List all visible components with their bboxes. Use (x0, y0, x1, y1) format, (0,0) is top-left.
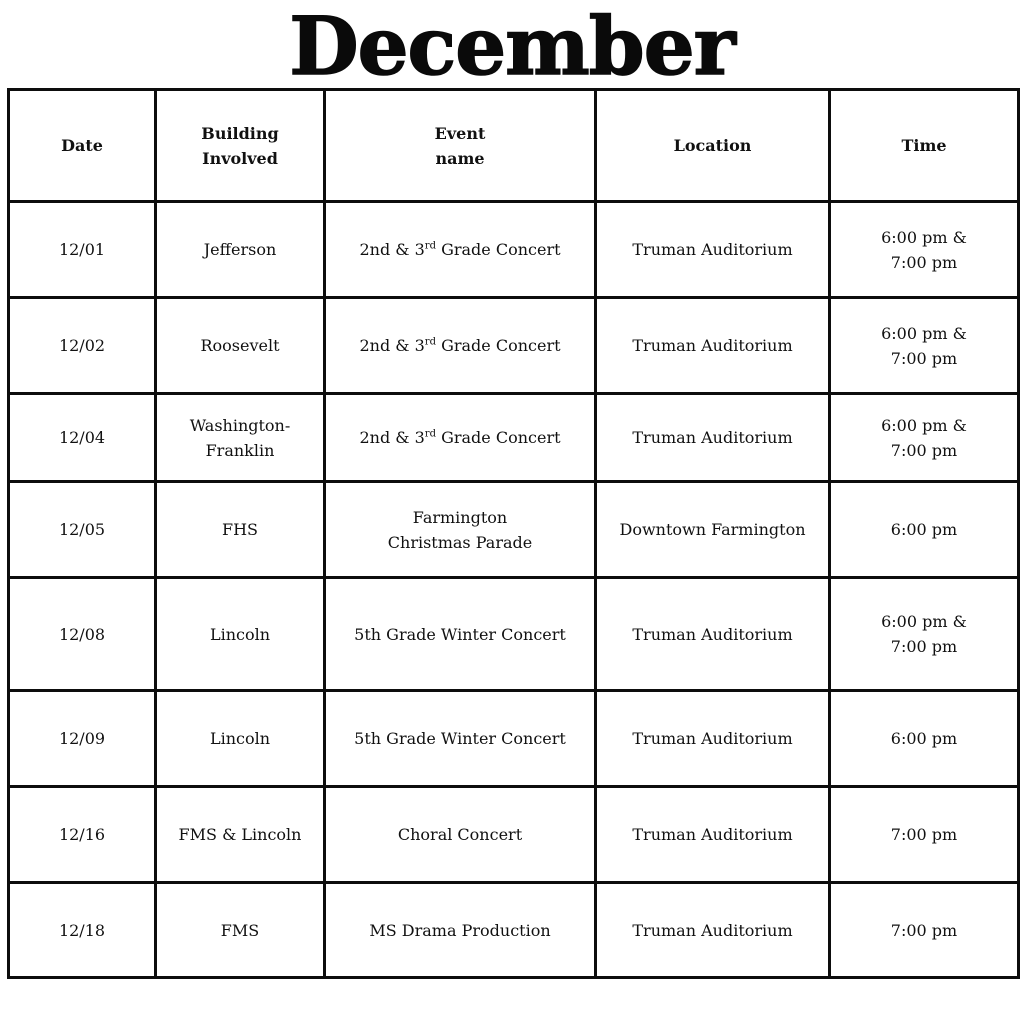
location-cell: Truman Auditorium (596, 787, 830, 883)
page-title: December (289, 0, 735, 93)
date-cell: 12/16 (9, 787, 156, 883)
header-building: Building Involved (156, 90, 325, 202)
event-cell: 5th Grade Winter Concert (325, 691, 596, 787)
date-cell: 12/09 (9, 691, 156, 787)
location-cell: Truman Auditorium (596, 691, 830, 787)
location-cell: Truman Auditorium (596, 394, 830, 482)
time-cell: 6:00 pm & 7:00 pm (830, 202, 1019, 298)
table-row (9, 202, 1019, 298)
table-row (9, 691, 1019, 787)
event-cell: 2nd & 3rd Grade Concert (325, 202, 596, 298)
building-cell: Lincoln (156, 691, 325, 787)
time-cell: 6:00 pm & 7:00 pm (830, 578, 1019, 691)
event-cell: Farmington Christmas Parade (325, 482, 596, 578)
event-cell: 5th Grade Winter Concert (325, 578, 596, 691)
event-cell: Choral Concert (325, 787, 596, 883)
location-cell: Truman Auditorium (596, 298, 830, 394)
header-location: Location (596, 90, 830, 202)
table-row (9, 883, 1019, 978)
building-cell: Washington-Franklin (156, 394, 325, 482)
time-cell: 7:00 pm (830, 883, 1019, 978)
date-cell: 12/18 (9, 883, 156, 978)
time-cell: 6:00 pm (830, 482, 1019, 578)
header-event: Event name (325, 90, 596, 202)
table-row (9, 787, 1019, 883)
date-cell: 12/04 (9, 394, 156, 482)
event-cell: 2nd & 3rd Grade Concert (325, 394, 596, 482)
location-cell: Truman Auditorium (596, 883, 830, 978)
time-cell: 7:00 pm (830, 787, 1019, 883)
date-cell: 12/08 (9, 578, 156, 691)
building-cell: Lincoln (156, 578, 325, 691)
date-cell: 12/02 (9, 298, 156, 394)
event-cell: MS Drama Production (325, 883, 596, 978)
building-cell: Jefferson (156, 202, 325, 298)
building-cell: FMS & Lincoln (156, 787, 325, 883)
header-date: Date (9, 90, 156, 202)
table-header-row (9, 90, 1019, 202)
table-row (9, 298, 1019, 394)
date-cell: 12/01 (9, 202, 156, 298)
table-row (9, 394, 1019, 482)
time-cell: 6:00 pm & 7:00 pm (830, 394, 1019, 482)
building-cell: FMS (156, 883, 325, 978)
time-cell: 6:00 pm & 7:00 pm (830, 298, 1019, 394)
date-cell: 12/05 (9, 482, 156, 578)
building-cell: FHS (156, 482, 325, 578)
event-cell: 2nd & 3rd Grade Concert (325, 298, 596, 394)
location-cell: Truman Auditorium (596, 578, 830, 691)
location-cell: Truman Auditorium (596, 202, 830, 298)
header-time: Time (830, 90, 1019, 202)
table-row (9, 482, 1019, 578)
building-cell: Roosevelt (156, 298, 325, 394)
time-cell: 6:00 pm (830, 691, 1019, 787)
events-table (7, 88, 1020, 979)
location-cell: Downtown Farmington (596, 482, 830, 578)
table-row (9, 578, 1019, 691)
